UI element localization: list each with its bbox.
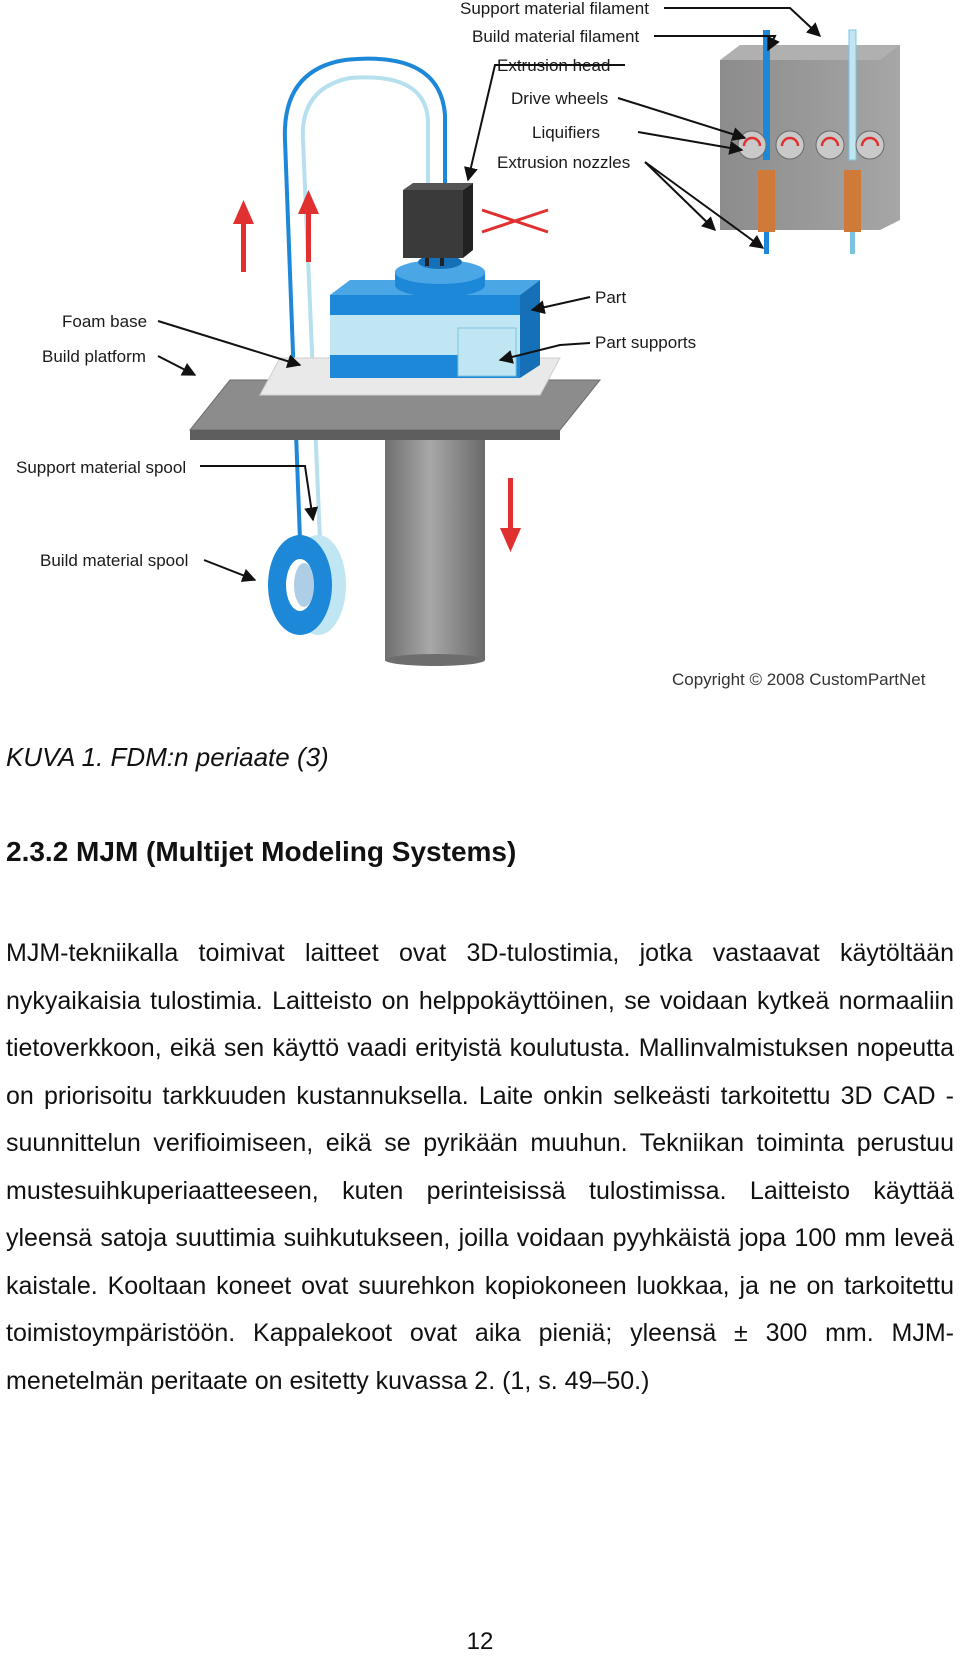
label-liquifiers: Liquifiers <box>532 123 601 142</box>
xy-motion-arrows <box>482 210 548 232</box>
figure-caption: KUVA 1. FDM:n periaate (3) <box>6 742 329 772</box>
downward-arrow <box>500 478 521 552</box>
detail-inset <box>720 30 900 254</box>
label-build-material-filament: Build material filament <box>472 27 640 46</box>
label-build-platform: Build platform <box>42 347 146 366</box>
section-heading: 2.3.2 MJM (Multijet Modeling Systems) <box>6 836 517 867</box>
label-support-material-spool: Support material spool <box>16 458 187 477</box>
copyright-notice: Copyright © 2008 CustomPartNet <box>672 670 926 689</box>
body-paragraph: MJM-tekniikalla toimivat laitteet ovat 3D-tulostimia, jotka vastaavat käytöltään nykyaikaisia tulostimia. Laitteisto on helppokäyttöinen, se voidaan kytkeä normaaliin tietoverkkoon, eikä sen käyttö vaadi erityistä koulutusta. Mallinvalmistuksen nopeutta on priorisoitu tarkkuuden kustannuksella. Laite onkin selkeästi tarkoitettu 3D CAD -suunnittelun verifioimiseen, eikä se pyrikään muuhun. Tekniikan toiminta perustuu mustesuihkuperiaatteeseen, kuten perinteisissä tulostimissa. Laitteisto käyttää yleensä satoja suuttimia suihkutukseen, joilla voidaan pyyhkäistä jopa 100 mm leveä kaistale. Kooltaan koneet ovat suurehkon kopiokoneen luokkaa, ja ne on tarkoitettu toimistoympäristöön. Kappalekoot ovat aika pieniä; yleensä ± 300 mm. MJM-menetelmän peritaate on esitetty kuvassa 2. (1, s. 49–50.) <box>6 939 954 1395</box>
page-number: 12 <box>466 1628 494 1655</box>
extrusion-head-shape <box>403 183 473 266</box>
label-foam-base: Foam base <box>62 312 148 331</box>
label-support-material-filament: Support material filament <box>460 0 649 18</box>
filament-spool <box>268 535 346 635</box>
part-shape <box>330 255 540 378</box>
label-extrusion-nozzles: Extrusion nozzles <box>497 153 631 172</box>
fdm-diagram <box>0 0 960 700</box>
label-build-material-spool: Build material spool <box>40 551 189 570</box>
label-part: Part <box>595 288 627 307</box>
label-part-supports: Part supports <box>595 333 697 352</box>
platform-column <box>385 430 485 660</box>
upward-arrows <box>233 190 319 272</box>
label-drive-wheels: Drive wheels <box>511 89 609 108</box>
label-extrusion-head: Extrusion head <box>497 56 611 75</box>
